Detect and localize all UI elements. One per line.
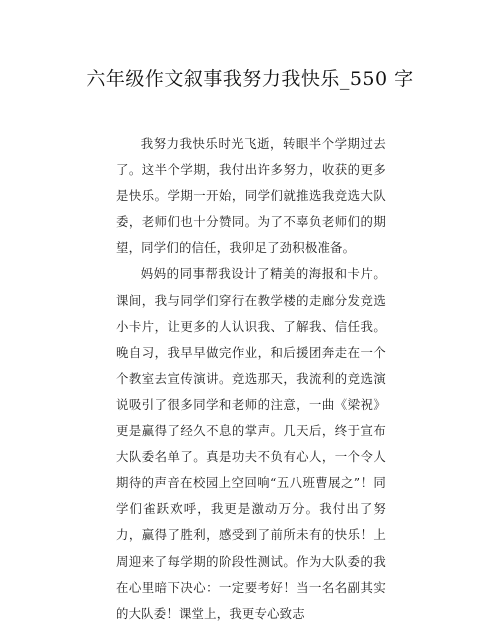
paragraph-1: 我努力我快乐时光飞逝，转眼半个学期过去了。这半个学期，我付出许多努力，收获的更多是快乐。学期一开始，同学们就推选我竞选大队委，老师们也十分赞同。为了不辜负老师们的期望，同学们的信任，我卯足了劲积极准备。 xyxy=(116,136,386,256)
document-title: 六年级作文叙事我努力我快乐_550 字 xyxy=(86,68,414,90)
paragraph-2: 妈妈的同事帮我设计了精美的海报和卡片。课间，我与同学们穿行在教学楼的走廊分发竞选小卡片，让更多的人认识我、了解我、信任我。晚自习，我早早做完作业，和后援团奔走在一个个教室去宣传演讲。竞选那天，我流利的竞选演说吸引了很多同学和老师的注意，一曲《梁祝》更是赢得了经久不息的掌声。几天后，终于宣布大队委名单了。真是功夫不负有心人，一个令人期待的声音在校园上空回响“五八班曹展之”！同学们雀跃欢呼，我更是激动万分。我付出了努力，赢得了胜利，感受到了前所未有的快乐！上周迎来了每学期的阶段性测试。作为大队委的我在心里暗下决心：一定要考好！当一名名副其实的大队委！课堂上，我更专心致志 xyxy=(116,266,386,621)
document-body xyxy=(116,131,386,627)
